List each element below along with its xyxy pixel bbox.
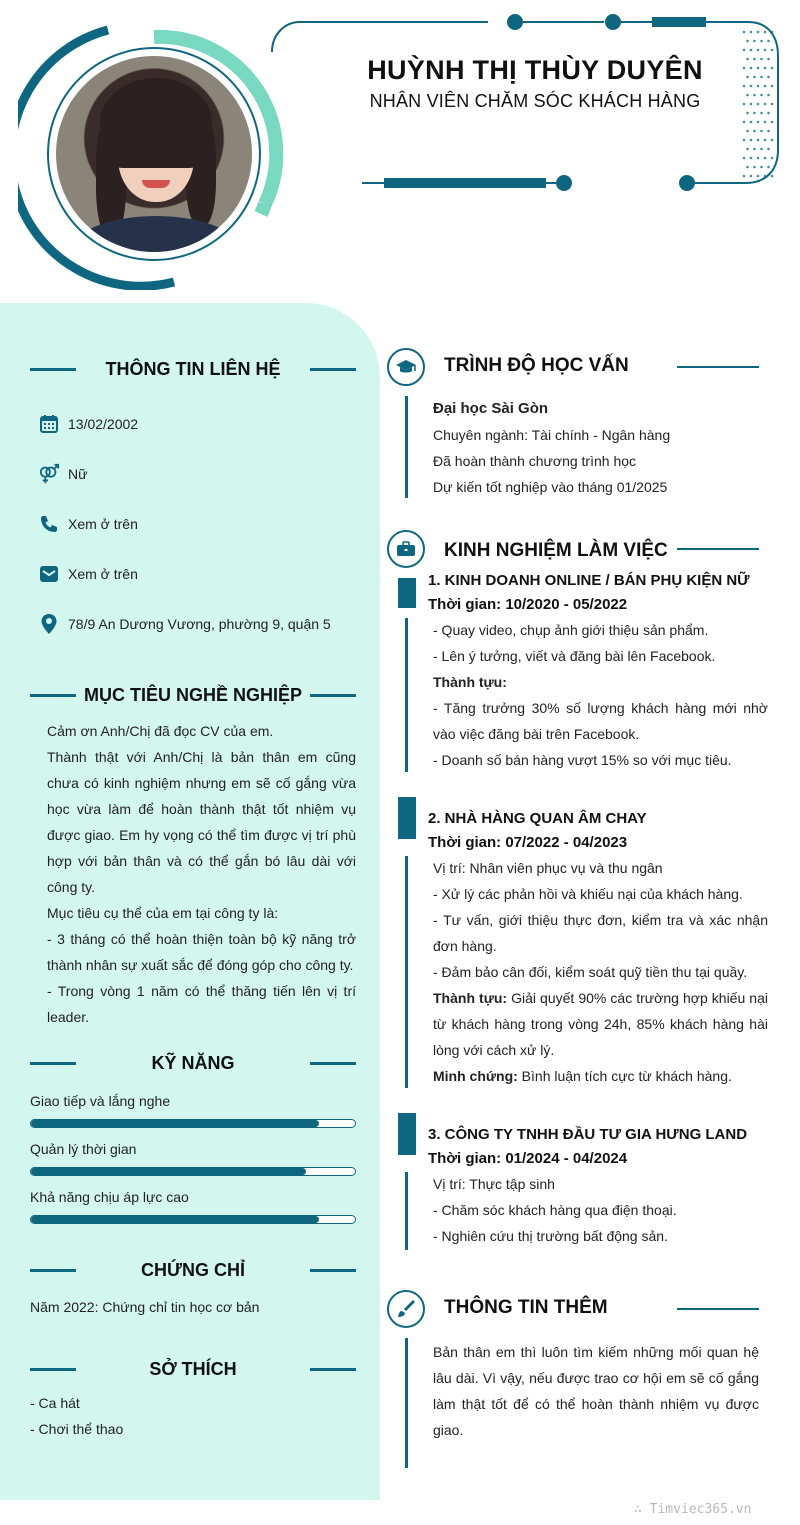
- job-title: NHÂN VIÊN CHĂM SÓC KHÁCH HÀNG: [369, 91, 701, 111]
- skill-item: [30, 1093, 356, 1128]
- email-icon: [38, 563, 60, 585]
- contact-phone: [38, 513, 138, 535]
- objective-text: Cảm ơn Anh/Chị đã đọc CV của em. Thành thật với Anh/Chị là bản thân em cũng chưa có kinh nghiệm nhưng em sẽ cố gắng vừa học vừa làm để hoàn thành thật tốt nhiệm vụ được giao. Em hy vọng có thể tìm được vị trí phù hợp với bản thân và có thể gắn bó lâu dài với công ty. Mục tiêu cụ thể của em tại công ty là: - 3 tháng có thể hoàn thiện toàn bộ kỹ năng trở thành nhân sự xuất sắc để đóng góp cho công ty. - Trong vòng 1 năm có thể thăng tiến lên vị trí leader.: [47, 723, 356, 1025]
- contact-email: [38, 563, 138, 585]
- job-time-1: Thời gian: 10/2020 - 05/2022: [428, 596, 628, 613]
- hobby-item: - Ca hát: [30, 1395, 80, 1411]
- job-timeline-bar: [405, 618, 408, 772]
- job-details-1: - Quay video, chụp ảnh giới thiệu sản phẩm. - Lên ý tưởng, viết và đăng bài lên Facebook. Thành tựu: - Tăng trưởng 30% số lượng khách hàng mới nhờ vào việc đăng bài trên Facebook. - Doanh số bán hàng vượt 15% so với mục tiêu.: [433, 622, 768, 768]
- address-text: 78/9 An Dương Vương, phường 9, quận 5: [68, 616, 331, 632]
- location-icon: [38, 613, 60, 635]
- school-name: Đại học Sài Gòn: [433, 400, 549, 417]
- hobbies-section-title: SỞ THÍCH: [30, 1356, 356, 1382]
- brush-icon: [387, 1290, 425, 1328]
- phone-icon: [38, 513, 60, 535]
- education-timeline-bar: [405, 396, 408, 498]
- skill-bar: [30, 1167, 356, 1176]
- skill-bar: [30, 1119, 356, 1128]
- gender-icon: [38, 463, 60, 485]
- calendar-icon: [38, 413, 60, 435]
- skill-item: [30, 1141, 356, 1176]
- candidate-name: HUỲNH THỊ THÙY DUYÊN: [367, 55, 703, 85]
- contact-gender: [38, 463, 87, 485]
- job-marker: [398, 578, 416, 608]
- job-time-3: Thời gian: 01/2024 - 04/2024: [428, 1150, 628, 1167]
- more-info-text: Bản thân em thì luôn tìm kiếm những mối quan hệ lâu dài. Vì vậy, nếu được trao cơ hội em sẽ cố gắng làm thật tốt để có thể hoàn thành nhiệm vụ được giao.: [433, 1344, 759, 1438]
- phone-text: Xem ở trên: [68, 516, 138, 532]
- job-title-3: 3. CÔNG TY TNHH ĐẦU TƯ GIA HƯNG LAND: [428, 1126, 748, 1143]
- profile-photo: [56, 56, 252, 252]
- certificates-section-title: CHỨNG CHỈ: [30, 1257, 356, 1283]
- skill-label: Khả năng chịu áp lực cao: [30, 1189, 189, 1205]
- certificate-item: Năm 2022: Chứng chỉ tin học cơ bản: [30, 1299, 260, 1315]
- contact-section-title: THÔNG TIN LIÊN HỆ: [30, 356, 356, 382]
- email-text: Xem ở trên: [68, 566, 138, 582]
- more-info-timeline-bar: [405, 1338, 408, 1468]
- skills-section-title: KỸ NĂNG: [30, 1050, 356, 1076]
- job-details-3: Vị trí: Thực tập sinh - Chăm sóc khách hàng qua điện thoại. - Nghiên cứu thị trường bất động sản.: [433, 1176, 677, 1244]
- briefcase-icon: [387, 530, 425, 568]
- education-details: Đại học Sài Gòn Chuyên ngành: Tài chính - Ngân hàng Đã hoàn thành chương trình học Dự kiến tốt nghiệp vào tháng 01/2025: [433, 396, 768, 500]
- skill-item: [30, 1189, 356, 1224]
- birthday-text: 13/02/2002: [68, 416, 139, 432]
- watermark: ∴ Timviec365.vn: [634, 1502, 752, 1517]
- cv-header: [0, 0, 800, 300]
- skill-label: Giao tiếp và lắng nghe: [30, 1093, 171, 1109]
- job-timeline-bar: [405, 1172, 408, 1250]
- job-time-2: Thời gian: 07/2022 - 04/2023: [428, 834, 628, 851]
- contact-birthday: [38, 413, 138, 435]
- graduation-cap-icon: [387, 348, 425, 386]
- skill-bar: [30, 1215, 356, 1224]
- job-timeline-bar: [405, 856, 408, 1088]
- job-title-2: 2. NHÀ HÀNG QUAN ÂM CHAY: [428, 810, 647, 827]
- hobby-item: - Chơi thể thao: [30, 1421, 124, 1437]
- job-marker: [398, 797, 416, 839]
- skill-label: Quản lý thời gian: [30, 1141, 137, 1157]
- education-section-title: TRÌNH ĐỘ HỌC VẤN: [387, 348, 759, 386]
- gender-text: Nữ: [68, 466, 88, 482]
- experience-section-title: KINH NGHIỆM LÀM VIỆC: [387, 530, 759, 568]
- more-info-section-title: THÔNG TIN THÊM: [387, 1290, 759, 1328]
- objective-section-title: MỤC TIÊU NGHỀ NGHIỆP: [30, 682, 356, 708]
- contact-address: [38, 613, 331, 635]
- job-marker: [398, 1113, 416, 1155]
- avatar-frame: [18, 18, 290, 290]
- job-details-2: Vị trí: Nhân viên phục vụ và thu ngân - Xử lý các phản hồi và khiếu nại của khách hàng. - Tư vấn, giới thiệu thực đơn, kiểm tra và xác nhận đơn hàng. - Đảm bảo cân đối, kiểm soát quỹ tiền thu tại quầy. Thành tựu: Giải quyết 90% các trường hợp khiếu nại từ khách hàng trong vòng 24h, 85% khách hàng hài lòng với cách xử lý. Minh chứng: Bình luận tích cực từ khách hàng.: [433, 860, 768, 1084]
- job-title-1: 1. KINH DOANH ONLINE / BÁN PHỤ KIỆN NỮ: [428, 572, 750, 589]
